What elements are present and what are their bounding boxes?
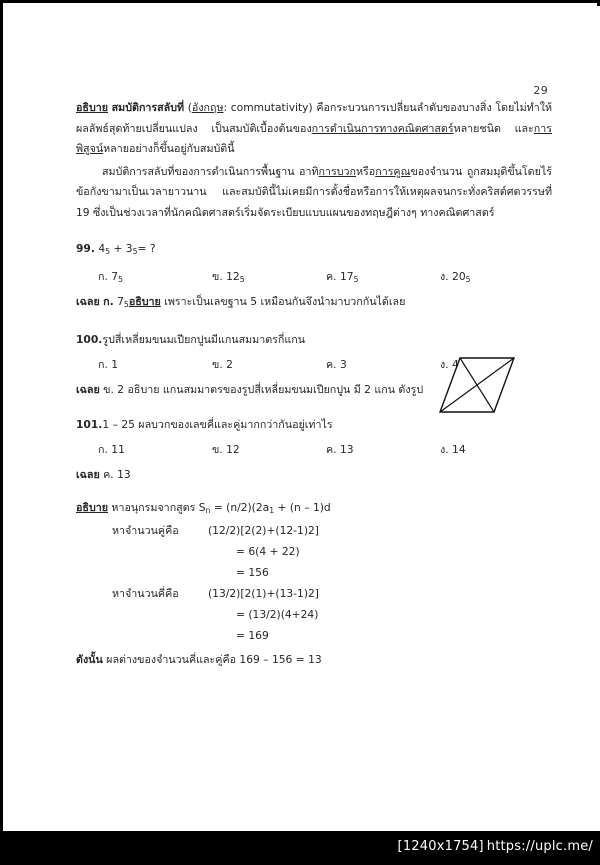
solution-row	[76, 625, 552, 646]
intro-sentence-1c: หลายอย่างก็ขึ้นอยู่กับสมบัตินี้	[103, 142, 235, 155]
choice-99-b[interactable]	[212, 268, 326, 285]
choice-100-c[interactable]	[326, 356, 440, 373]
solution-formula-sub-1: 1	[269, 505, 275, 515]
question-99-choices	[76, 268, 552, 285]
intro-link-proof[interactable]: การพิสูจน์	[76, 121, 552, 155]
choice-101-d-key: ง.	[440, 442, 449, 456]
choice-99-c[interactable]	[326, 268, 440, 285]
intro-lang-label: อังกฤษ	[191, 101, 224, 114]
choice-100-a-key: ก.	[98, 357, 108, 371]
answer-101-value: 13	[117, 467, 131, 481]
question-101-text: 1 – 25 ผลบวกของเลขคี่และคู่มากกว่ากันอยู่เท่าไร	[102, 417, 333, 431]
solution-row-value: = 6(4 + 22)	[236, 544, 300, 558]
solution-block	[76, 498, 552, 669]
question-99-expr-post: = ?	[137, 242, 156, 255]
choice-99-d-key: ง.	[440, 269, 449, 283]
choice-99-d-sub: 5	[465, 274, 471, 284]
question-99-sub-1: 5	[105, 246, 111, 256]
choice-99-b-key: ข.	[212, 269, 223, 283]
solution-row-value: (13/2)[2(1)+(13-1)2]	[208, 586, 319, 600]
question-block-99	[76, 240, 552, 314]
choice-99-d[interactable]	[440, 268, 554, 285]
choice-100-a[interactable]	[98, 356, 212, 373]
intro-para2-b: หรือ	[356, 164, 376, 178]
solution-row-value: = 169	[236, 628, 269, 642]
solution-row	[76, 583, 552, 604]
choice-100-d-key: ง.	[440, 357, 449, 371]
choice-99-c-sub: 5	[353, 274, 359, 284]
choice-99-a-sub: 5	[118, 274, 123, 284]
choice-100-d-value: 4	[452, 357, 459, 371]
rhombus-diagram	[436, 354, 518, 416]
choice-100-c-key: ค.	[326, 357, 337, 371]
intro-link-multiplication[interactable]: การคูณ	[375, 164, 411, 178]
solution-row	[76, 520, 552, 541]
answer-99-value: 7	[117, 294, 124, 308]
choice-101-b[interactable]	[212, 441, 326, 458]
question-block-101	[76, 416, 552, 484]
solution-row	[76, 562, 552, 583]
answer-100-explain-label: อธิบาย	[127, 382, 160, 396]
intro-title: สมบัติการสลับที่	[111, 101, 185, 114]
choice-100-c-value: 3	[339, 357, 347, 371]
intro-sentence-1a: คือกระบวนการเปลี่ยนลำดับของบางสิ่ง โดยไม่ทำให้ผลลัพธ์สุดท้ายเปลี่ยนแปลง เป็นสมบัติเบื้องต้นของ	[76, 101, 552, 135]
question-101-choices	[76, 441, 552, 458]
answer-99-label: เฉลย	[76, 294, 100, 308]
choice-99-a[interactable]	[98, 268, 212, 285]
intro-paragraph-2	[76, 162, 552, 224]
question-99-number: 99.	[76, 242, 95, 255]
solution-row	[76, 541, 552, 562]
footer-watermark-bar	[3, 831, 600, 862]
solution-formula-line	[76, 498, 552, 520]
answer-100-value: 2	[117, 382, 125, 396]
intro-link-addition[interactable]: การบวก	[318, 164, 356, 178]
choice-99-c-value: 17	[339, 269, 354, 283]
intro-label: อธิบาย	[76, 101, 108, 114]
choice-101-c[interactable]	[326, 441, 440, 458]
choice-101-c-key: ค.	[326, 442, 337, 456]
choice-99-d-value: 20	[452, 269, 466, 283]
question-101-number: 101.	[76, 417, 103, 431]
answer-line-99	[76, 293, 552, 314]
solution-formula-sub-n: n	[205, 505, 211, 515]
page-number: 29	[533, 84, 548, 97]
question-99-expr-pre: 4	[94, 242, 106, 255]
solution-conclusion	[76, 650, 552, 669]
question-99-expr-mid: + 3	[110, 242, 133, 255]
choice-99-a-key: ก.	[98, 269, 108, 283]
solution-row-value: (12/2)[2(2)+(12-1)2]	[208, 523, 319, 537]
rhombus-diagonal-2	[440, 358, 514, 412]
answer-101-label: เฉลย	[76, 467, 100, 481]
intro-para2-a: สมบัติการสลับที่ของการดำเนินการพื้นฐาน อาทิ	[102, 164, 319, 178]
intro-para2-c: ของจำนวน ถูกสมมุติขึ้นโดยไร้ข้อกังขามาเป็นเวลายาวนาน และสมบัตินี้ไม่เคยมีการตั้งชื่อหรือการให้เหตุผลจนกระทั่งคริสต์ศตวรรษที่ 19 ซึ่งเป็นช่วงเวลาที่นักคณิตศาสตร์เริ่มจัดระเบียบแบบแผนของทฤษฎีต่างๆ ทางคณิตศาสตร์	[76, 164, 552, 219]
solution-conclusion-label: ดังนั้น	[76, 652, 103, 666]
choice-101-a-key: ก.	[98, 442, 108, 456]
answer-100-label: เฉลย	[76, 382, 100, 396]
choice-101-a-value: 11	[111, 442, 125, 456]
question-99-stem	[76, 240, 552, 261]
solution-formula-body-a: = (n/2)(2a	[210, 500, 270, 514]
question-99-sub-2: 5	[132, 246, 138, 256]
choice-100-b[interactable]	[212, 356, 326, 373]
choice-99-b-sub: 5	[239, 274, 245, 284]
question-100-number: 100.	[76, 332, 103, 346]
answer-line-101	[76, 466, 552, 484]
answer-99-key: ก.	[103, 294, 114, 308]
solution-row	[76, 604, 552, 625]
solution-row-label: หาจำนวนคี่คือ	[112, 586, 179, 600]
intro-link-math-operations[interactable]: การดำเนินการทางคณิตศาสตร์	[311, 121, 454, 135]
choice-101-a[interactable]	[98, 441, 212, 458]
intro-paragraph-1	[76, 98, 552, 160]
choice-101-b-key: ข.	[212, 442, 223, 456]
intro-english-term: commutativity	[230, 101, 309, 114]
choice-101-d-value: 14	[452, 442, 466, 456]
choice-100-b-value: 2	[226, 357, 233, 371]
solution-row-label: หาจำนวนคู่คือ	[112, 523, 179, 537]
choice-100-a-value: 1	[111, 357, 119, 371]
answer-101-key: ค.	[103, 467, 114, 481]
answer-99-explain-text: เพราะเป็นเลขฐาน 5 เหมือนกันจึงนำมาบวกกันได้เลย	[160, 294, 406, 308]
intro-sentence-1b: หลายชนิด และ	[453, 121, 534, 135]
intro-lang-sep: :	[223, 101, 231, 114]
solution-conclusion-text: ผลต่างของจำนวนคี่และคู่คือ 169 – 156 = 13	[102, 652, 322, 666]
solution-formula-body-b: + (n – 1)d	[274, 500, 331, 514]
choice-101-c-value: 13	[339, 442, 354, 456]
choice-99-b-value: 12	[226, 269, 240, 283]
footer-dimensions: [1240x1754]	[397, 839, 484, 854]
choice-100-b-key: ข.	[212, 357, 223, 371]
solution-formula-intro: หาอนุกรมจากสูตร S	[108, 500, 206, 514]
solution-row-value: = (13/2)(4+24)	[236, 607, 319, 621]
choice-101-b-value: 12	[226, 442, 240, 456]
answer-99-explain-label: อธิบาย	[128, 294, 161, 308]
choice-99-c-key: ค.	[326, 269, 337, 283]
answer-100-key: ข.	[103, 382, 114, 396]
solution-row-value: = 156	[236, 565, 269, 579]
question-100-text: รูปสี่เหลี่ยมขนมเปียกปูนมีแกนสมมาตรกี่แกน	[102, 332, 306, 346]
solution-explain-label: อธิบาย	[76, 500, 108, 514]
question-100-stem	[76, 331, 552, 349]
answer-100-explain-text: แกนสมมาตรของรูปสี่เหลี่ยมขนมเปียกปูน มี 2 แกน ดังรูป	[159, 382, 424, 396]
answer-99-sub: 5	[123, 299, 129, 309]
question-101-stem	[76, 416, 552, 434]
choice-101-d[interactable]	[440, 441, 554, 458]
paren-open: (	[187, 101, 192, 114]
footer-url[interactable]: https://uplc.me/	[486, 839, 593, 854]
document-page-sheet	[6, 6, 600, 834]
paren-close: )	[308, 101, 313, 114]
choice-99-a-value: 7	[111, 269, 119, 283]
